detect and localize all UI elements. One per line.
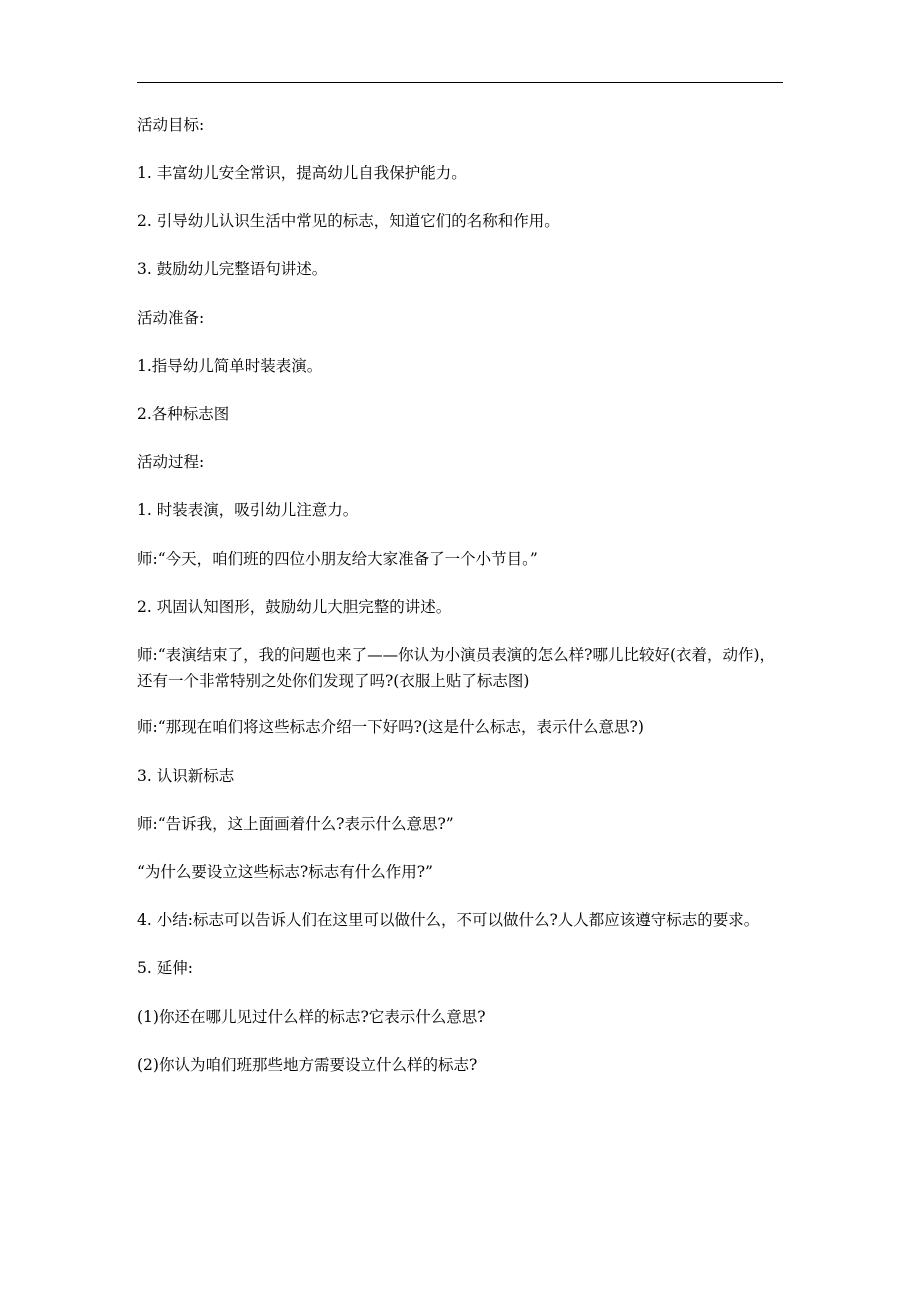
heading-activity-process: 活动过程:: [137, 453, 205, 471]
paragraph-extension-2: (2)你认为咱们班那些地方需要设立什么样的标志?: [137, 1056, 478, 1074]
paragraph-goal-1: 1. 丰富幼儿安全常识，提高幼儿自我保护能力。: [137, 164, 467, 182]
heading-activity-goals: 活动目标:: [137, 116, 205, 134]
paragraph-teacher-line-3: 师:“那现在咱们将这些标志介绍一下好吗?(这是什么标志，表示什么意思?): [137, 718, 644, 736]
paragraph-extension: 5. 延伸:: [137, 959, 193, 977]
paragraph-summary: 4. 小结:标志可以告诉人们在这里可以做什么，不可以做什么?人人都应该遵守标志的要求。: [137, 911, 760, 929]
paragraph-teacher-line-2: 师:“表演结束了，我的问题也来了——你认为小演员表演的怎么样?哪儿比较好(衣着，动作)，还有一个非常特别之处你们发现了吗?(衣服上贴了标志图): [137, 646, 776, 690]
paragraph-teacher-line-5: “为什么要设立这些标志?标志有什么作用?”: [137, 863, 433, 881]
paragraph-goal-3: 3. 鼓励幼儿完整语句讲述。: [137, 260, 328, 278]
paragraph-teacher-line-1: 师:“今天，咱们班的四位小朋友给大家准备了一个小节目。”: [137, 550, 538, 568]
paragraph-goal-2: 2. 引导幼儿认识生活中常见的标志，知道它们的名称和作用。: [137, 212, 560, 230]
paragraph-process-1: 1. 时装表演，吸引幼儿注意力。: [137, 501, 359, 519]
header-rule: [137, 82, 783, 83]
paragraph-process-2: 2. 巩固认知图形，鼓励幼儿大胆完整的讲述。: [137, 598, 452, 616]
heading-activity-preparation: 活动准备:: [137, 309, 205, 327]
paragraph-extension-1: (1)你还在哪儿见过什么样的标志?它表示什么意思?: [137, 1008, 486, 1026]
paragraph-process-3: 3. 认识新标志: [137, 767, 235, 785]
paragraph-teacher-line-4: 师:“告诉我，这上面画着什么?表示什么意思?”: [137, 815, 454, 833]
paragraph-prep-1: 1.指导幼儿简单时装表演。: [137, 357, 323, 375]
paragraph-prep-2: 2.各种标志图: [137, 405, 230, 423]
